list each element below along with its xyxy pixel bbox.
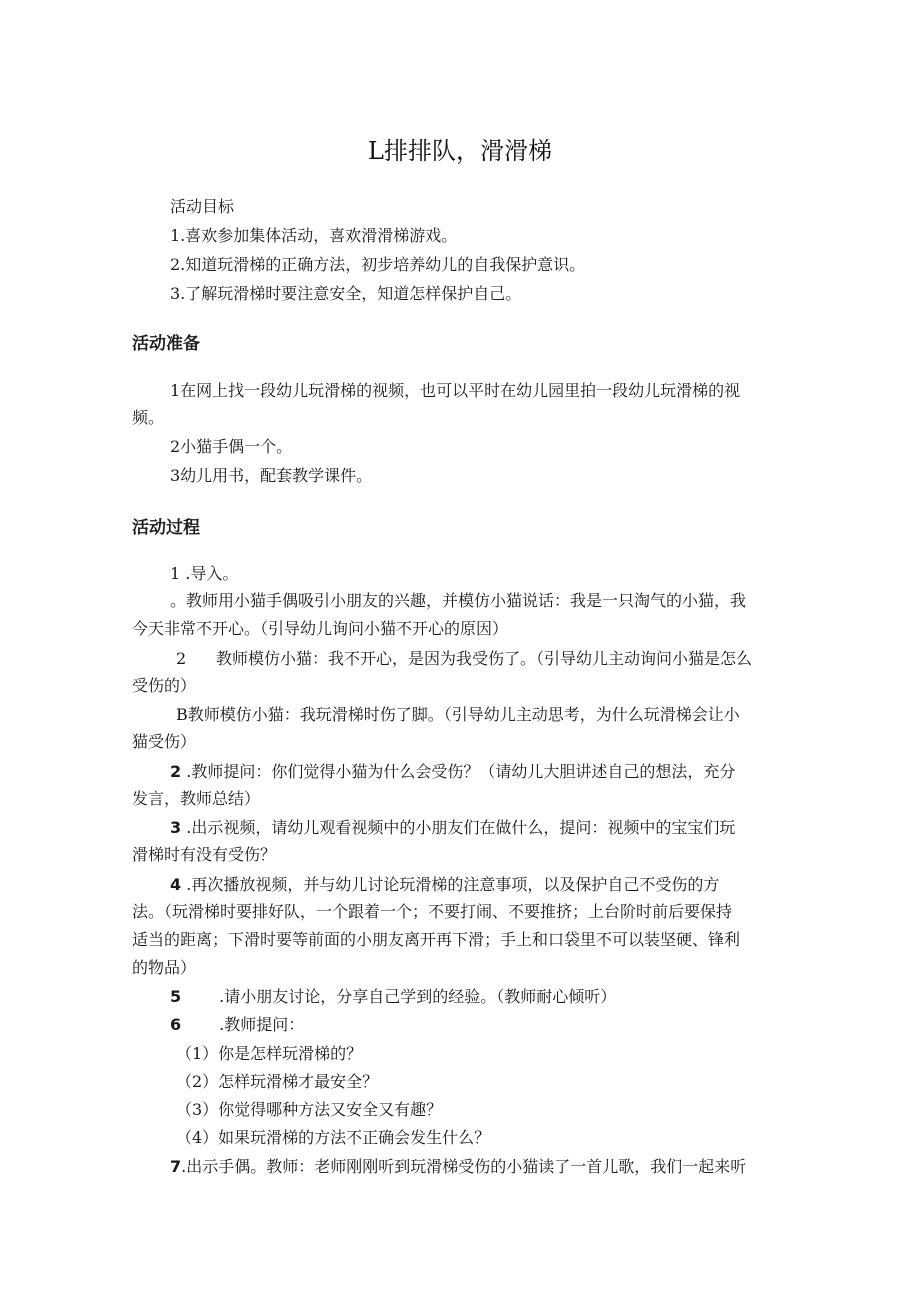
step-1c-line-2: 猫受伤） (132, 732, 197, 751)
step-1b-line-1: 教师模仿小猫：我不开心，是因为我受伤了。（引导幼儿主动询问小猫是怎么 (216, 649, 753, 668)
step-3-text: .出示视频，请幼儿观看视频中的小朋友们在做什么，提问：视频中的宝宝们玩 (181, 818, 736, 837)
goals-heading: 活动目标 (170, 197, 235, 216)
step-2-line-2: 发言，教师总结） (132, 789, 261, 808)
step-5-number: 5 (170, 987, 182, 1006)
process-heading: 活动过程 (132, 518, 200, 538)
step-4-text: .再次播放视频，并与幼儿讨论玩滑梯的注意事项，以及保护自己不受伤的方 (181, 875, 720, 894)
step-4-line-4: 的物品） (132, 958, 197, 977)
prep-item-1-line-1: 1在网上找一段幼儿玩滑梯的视频，也可以平时在幼儿园里拍一段幼儿玩滑梯的视 (170, 381, 741, 400)
step-4-line-2: 法。（玩滑梯时要排好队，一个跟着一个；不要打闹、不要推挤；上台阶时前后要保持 (132, 902, 733, 921)
step-2-line-1 (170, 760, 735, 784)
step-3-line-2: 滑梯时有没有受伤？ (132, 845, 277, 864)
page-title: L排排队，滑滑梯 (368, 137, 552, 165)
step-1a-line-1: 。教师用小猫手偶吸引小朋友的兴趣，并模仿小猫说话：我是一只淘气的小猫，我 (170, 591, 747, 610)
step-6-line (170, 1013, 304, 1037)
question-3: （3）你觉得哪种方法又安全又有趣？ (176, 1100, 443, 1119)
prep-heading: 活动准备 (132, 334, 200, 354)
step-1b-line-2: 受伤的） (132, 676, 197, 695)
step-5-text: .请小朋友讨论，分享自己学到的经验。（教师耐心倾听） (219, 987, 617, 1006)
step-6-text: .教师提问： (219, 1015, 305, 1034)
question-4: （4）如果玩滑梯的方法不正确会发生什么？ (176, 1128, 491, 1147)
goal-item-2: 2.知道玩滑梯的正确方法，初步培养幼儿的自我保护意识。 (170, 255, 586, 274)
step-4-line-3: 适当的距离；下滑时要等前面的小朋友离开再下滑；手上和口袋里不可以装坚硬、锋利 (132, 930, 741, 949)
step-7-text: .出示手偶。教师：老师刚刚听到玩滑梯受伤的小猫读了一首儿歌，我们一起来听 (181, 1157, 747, 1176)
step-1b-number: 2 (176, 649, 187, 668)
step-7-line (170, 1155, 746, 1179)
prep-item-3: 3幼儿用书，配套教学课件。 (170, 466, 373, 485)
step-3-line-1 (170, 816, 735, 840)
question-1: （1）你是怎样玩滑梯的？ (176, 1044, 363, 1063)
goal-item-1: 1.喜欢参加集体活动，喜欢滑滑梯游戏。 (170, 226, 458, 245)
step-2-text: .教师提问：你们觉得小猫为什么会受伤？（请幼儿大胆讲述自己的想法，充分 (181, 762, 736, 781)
step-1a-line-2: 今天非常不开心。（引导幼儿询问小猫不开心的原因） (132, 619, 509, 638)
question-2: （2）怎样玩滑梯才最安全？ (176, 1072, 379, 1091)
prep-item-2: 2小猫手偶一个。 (170, 437, 293, 456)
step-2-number: 2 (170, 762, 182, 781)
goal-item-3: 3.了解玩滑梯时要注意安全，知道怎样保护自己。 (170, 284, 522, 303)
step-4-line-1 (170, 873, 719, 897)
step-5-line (170, 985, 616, 1009)
step-6-number: 6 (170, 1015, 182, 1034)
step-3-number: 3 (170, 818, 182, 837)
prep-item-1-line-2: 频。 (132, 408, 165, 427)
step-1c-line-1: B教师模仿小猫：我玩滑梯时伤了脚。（引导幼儿主动思考，为什么玩滑梯会让小 (176, 705, 740, 724)
step-4-number: 4 (170, 875, 182, 894)
step-1: 1 .导入。 (170, 564, 239, 583)
step-7-number: 7 (170, 1157, 182, 1176)
